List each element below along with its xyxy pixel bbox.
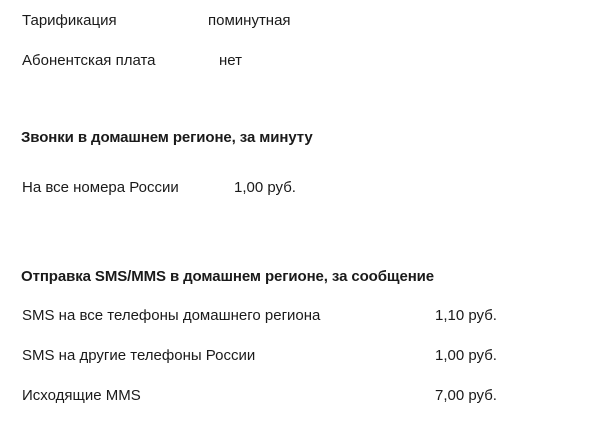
subscription-fee-value: нет bbox=[219, 52, 242, 69]
tariffication-label: Тарификация bbox=[22, 12, 117, 29]
mms-outgoing-label: Исходящие MMS bbox=[22, 387, 141, 404]
sms-other-russia-label: SMS на другие телефоны России bbox=[22, 347, 256, 364]
sms-home-region-label: SMS на все телефоны домашнего региона bbox=[22, 307, 321, 324]
subscription-fee-label: Абонентская плата bbox=[22, 52, 156, 69]
sms-other-russia-price: 1,00 руб. bbox=[435, 347, 497, 364]
calls-row-price: 1,00 руб. bbox=[234, 179, 296, 196]
sms-home-region-price: 1,10 руб. bbox=[435, 307, 497, 324]
tariffication-value: поминутная bbox=[208, 12, 291, 29]
calls-row-label: На все номера России bbox=[22, 179, 179, 196]
mms-outgoing-price: 7,00 руб. bbox=[435, 387, 497, 404]
sms-mms-section-title: Отправка SMS/MMS в домашнем регионе, за сообщение bbox=[21, 268, 435, 285]
calls-section-title: Звонки в домашнем регионе, за минуту bbox=[21, 129, 313, 146]
